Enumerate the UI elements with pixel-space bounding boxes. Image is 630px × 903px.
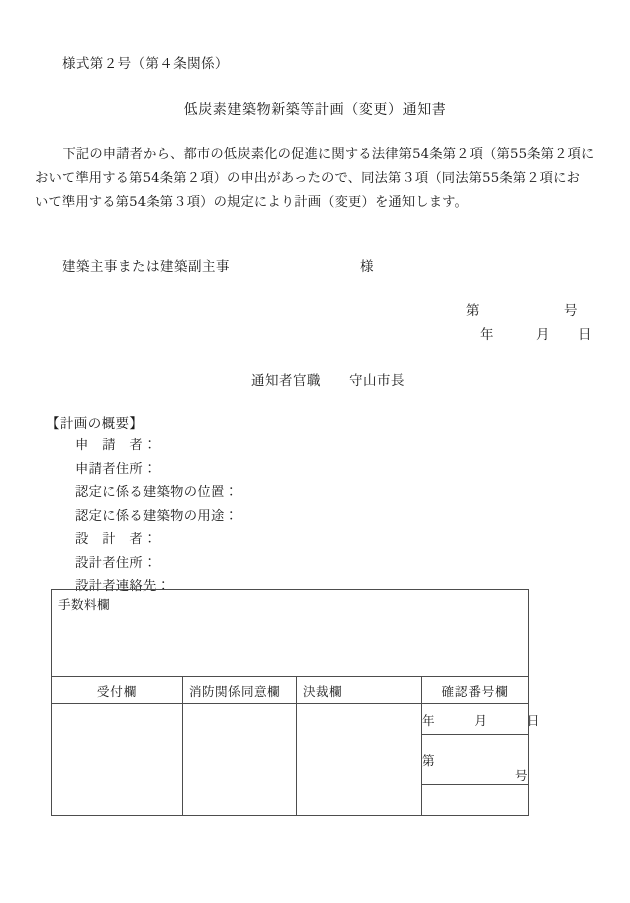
confirm-number-line[interactable] — [422, 735, 528, 785]
summary-field-designer-contact: 設計者連絡先： — [75, 579, 171, 594]
fee-cell: 手数料欄 — [52, 590, 529, 677]
summary-field-applicant: 申 請 者： — [75, 438, 157, 453]
header-approval: 決裁欄 — [297, 677, 422, 704]
body-line-2: おいて準用する第54条第２項）の申出があったので、同法第３項（同法第55条第２項にお — [35, 171, 581, 186]
header-reception: 受付欄 — [52, 677, 183, 704]
confirm-number-suffix: 号 — [514, 768, 529, 783]
summary-field-list — [75, 434, 238, 599]
confirm-number-subtable — [422, 704, 540, 815]
confirm-date-line[interactable]: 年 月 日 — [422, 704, 528, 735]
cell-confirm-number-group — [422, 704, 540, 816]
confirm-date-row — [422, 704, 528, 735]
table-row-entries — [52, 704, 529, 816]
confirm-blank-line[interactable] — [422, 785, 528, 816]
table-row-fee — [52, 590, 529, 677]
document-number-line: 第 号 — [466, 303, 578, 319]
document-title: 低炭素建築物新築等計画（変更）通知書 — [183, 102, 447, 118]
cell-reception-blank[interactable] — [52, 704, 183, 816]
body-paragraph — [35, 143, 597, 215]
issuer-line: 通知者官職 守山市長 — [251, 373, 405, 389]
body-line-1: 下記の申請者から、都市の低炭素化の促進に関する法律第54条第２項（第55条第２項に — [49, 147, 595, 162]
summary-field-building-use: 認定に係る建築物の用途： — [75, 508, 239, 524]
header-confirm-number: 確認番号欄 — [422, 677, 529, 704]
confirm-blank-row — [422, 785, 528, 816]
summary-field-designer: 設 計 者： — [75, 532, 157, 547]
summary-field-designer-address: 設計者住所： — [75, 555, 157, 571]
addressee-line — [62, 255, 374, 275]
header-fire-consent: 消防関係同意欄 — [183, 677, 297, 704]
official-use-table — [51, 589, 540, 816]
summary-field-building-location: 認定に係る建築物の位置： — [75, 485, 239, 500]
confirm-number-prefix: 第 — [422, 753, 436, 768]
summary-heading: 【計画の概要】 — [46, 416, 144, 432]
form-number: 様式第２号（第４条関係） — [62, 56, 229, 72]
addressee-recipient: 建築主事または建築副主事 — [62, 259, 230, 275]
table-row-headers — [52, 677, 529, 704]
confirm-number-row — [422, 735, 528, 785]
addressee-honorific: 様 — [360, 259, 374, 275]
summary-field-applicant-address: 申請者住所： — [75, 461, 157, 477]
cell-approval-blank[interactable] — [297, 704, 422, 816]
body-line-3: いて準用する第54条第３項）の規定により計画（変更）を通知します。 — [35, 195, 469, 210]
cell-fire-consent-blank[interactable] — [183, 704, 297, 816]
document-date-line: 年 月 日 — [466, 327, 592, 343]
